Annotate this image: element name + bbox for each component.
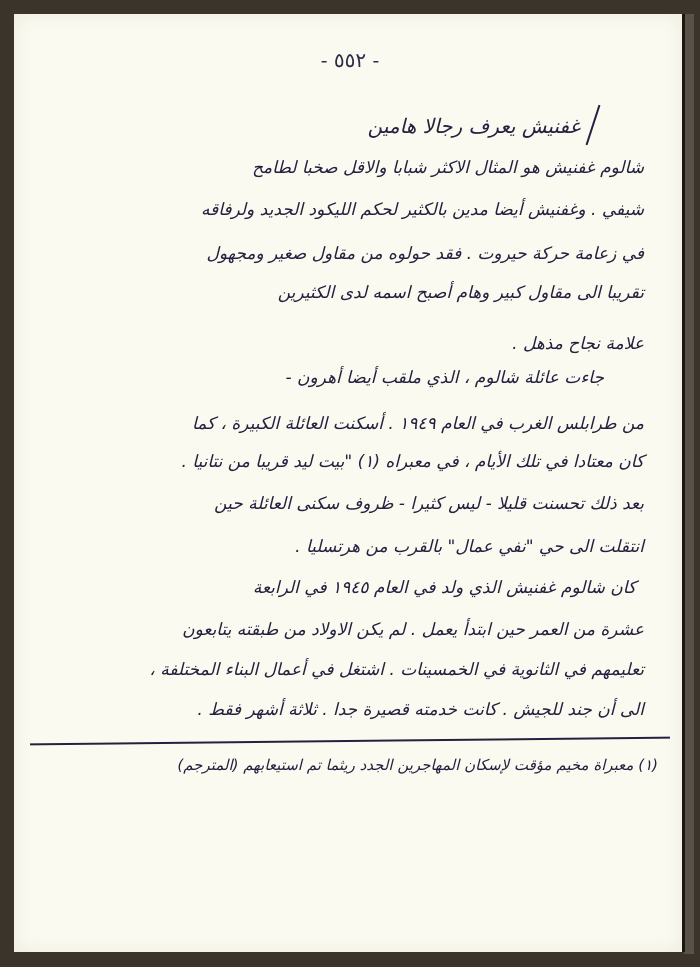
body-line: في زعامة حركة حيروت . فقد حولوه من مقاول صغير ومجهول xyxy=(206,244,644,264)
document-page xyxy=(14,14,685,952)
body-line: كان معتادا في تلك الأيام ، في معبراه (١) "بيت ليد قريبا من نتانيا . xyxy=(181,452,644,472)
body-line: عشرة من العمر حين ابتدأ يعمل . لم يكن الاولاد من طبقته يتابعون xyxy=(182,620,644,640)
body-line: علامة نجاح مذهل . xyxy=(512,334,644,354)
body-line: شالوم غفنيش هو المثال الاكثر شبابا والاقل صخبا لطامح xyxy=(252,158,644,178)
body-line: تقريبا الى مقاول كبير وهام أصبح اسمه لدى الكثيرين xyxy=(277,283,644,303)
body-line: جاءت عائلة شالوم ، الذي ملقب أيضا أهرون - xyxy=(285,368,604,388)
page-number: - ٥٥٢ - xyxy=(320,48,380,72)
body-line: تعليمهم في الثانوية في الخمسينات . اشتغل في أعمال البناء المختلفة ، xyxy=(149,660,644,680)
body-line: الى أن جند للجيش . كانت خدمته قصيرة جدا . ثلاثة أشهر فقط . xyxy=(197,700,644,720)
body-line: شيفي . وغفنيش أيضا مدين بالكثير لحكم الليكود الجديد ولرفاقه xyxy=(200,200,644,220)
body-line: من طرابلس الغرب في العام ١٩٤٩ . أسكنت العائلة الكبيرة ، كما xyxy=(191,414,644,434)
body-line: بعد ذلك تحسنت قليلا - ليس كثيرا - ظروف سكنى العائلة حين xyxy=(214,494,644,514)
body-line: كان شالوم غفنيش الذي ولد في العام ١٩٤٥ في الرابعة xyxy=(252,578,636,598)
body-line: انتقلت الى حي "نفي عمال" بالقرب من هرتسليا . xyxy=(295,537,644,557)
footnote: (١) معبراة مخيم مؤقت لإسكان المهاجرين الجدد ريثما تم استيعابهم (المترجم) xyxy=(177,756,658,774)
section-heading: غفنيش يعرف رجالا هامين xyxy=(367,114,580,138)
sheet-edge xyxy=(684,14,694,954)
